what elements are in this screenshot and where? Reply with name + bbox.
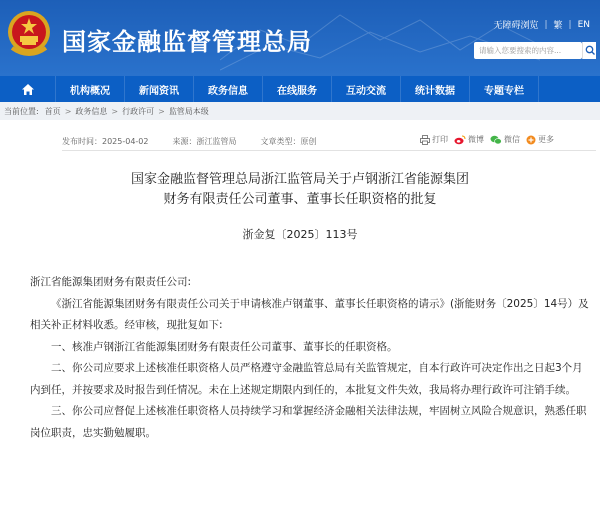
site-title[interactable]: 国家金融监督管理总局 — [62, 28, 312, 56]
body-paragraph: 二、你公司应要求上述核准任职资格人员严格遵守金融监管总局有关监管规定，自本行政许可决定作出之日起3个月内到任，并按要求及时报告到任情况。未在上述规定期限内到任的，本批复文件失效，我局将办理行政许可注销手续。 — [30, 362, 583, 396]
site-header — [0, 0, 600, 76]
article-source: 来源：浙江监管局 — [172, 137, 237, 146]
document-number: 浙金复〔2025〕113号 — [242, 228, 358, 241]
plus-icon — [526, 135, 536, 145]
breadcrumb-separator: > — [111, 106, 119, 116]
breadcrumb — [0, 102, 600, 120]
nav-about[interactable]: 机构概况 — [56, 76, 125, 102]
search-input[interactable]: 请输入您要搜索的内容... — [474, 42, 582, 59]
document-title — [62, 170, 538, 210]
breadcrumb-label: 当前位置: — [4, 106, 39, 116]
print-button[interactable] — [420, 134, 448, 145]
breadcrumb-separator: > — [64, 106, 72, 116]
accessibility-link[interactable]: 无障碍浏览 — [493, 21, 539, 31]
document-title-line2: 财务有限责任公司董事、董事长任职资格的批复 — [163, 192, 437, 207]
publish-time: 发布时间：2025-04-02 — [62, 137, 149, 146]
nav-special-topics[interactable]: 专题专栏 — [470, 76, 539, 102]
search-icon — [583, 42, 597, 59]
share-actions — [420, 134, 560, 145]
nav-home[interactable] — [0, 76, 56, 102]
body-paragraph: 《浙江省能源集团财务有限责任公司关于申请核准卢钢董事、董事长任职资格的请示》(浙能财务〔2025〕14号）及相关补正材料收悉。经审核，现批复如下: — [30, 297, 589, 331]
wechat-icon — [490, 135, 502, 145]
weibo-share-button[interactable] — [454, 134, 484, 145]
weibo-label: 微博 — [468, 135, 484, 144]
breadcrumb-government-info[interactable]: 政务信息 — [75, 106, 108, 116]
document-title-line1: 国家金融监督管理总局浙江监管局关于卢钢浙江省能源集团 — [130, 172, 469, 187]
wechat-label: 微信 — [504, 135, 520, 144]
body-paragraph: 一、核准卢钢浙江省能源集团财务有限责任公司董事、董事长的任职资格。 — [51, 340, 398, 353]
traditional-chinese-link[interactable]: 繁 — [553, 21, 563, 31]
nav-statistics[interactable]: 统计数据 — [401, 76, 470, 102]
nav-interaction[interactable]: 互动交流 — [332, 76, 401, 102]
top-link-separator: | — [568, 19, 572, 30]
more-label: 更多 — [538, 135, 554, 144]
wechat-share-button[interactable] — [490, 134, 520, 145]
nav-online-services[interactable]: 在线服务 — [263, 76, 332, 102]
search-button[interactable] — [582, 42, 596, 59]
document-body — [30, 272, 590, 444]
breadcrumb-separator: > — [158, 106, 165, 116]
nav-government-info[interactable]: 政务信息 — [194, 76, 263, 102]
article-type: 文章类型：原创 — [260, 137, 317, 146]
breadcrumb-home[interactable]: 首页 — [44, 106, 61, 116]
article-meta — [62, 136, 341, 147]
print-icon — [420, 135, 430, 145]
body-paragraph: 三、你公司应督促上述核准任职资格人员持续学习和掌握经济金融相关法律法规，牢固树立风险合规意识，熟悉任职岗位职责，忠实勤勉履职。 — [30, 405, 587, 439]
print-label: 打印 — [432, 135, 448, 144]
nav-news[interactable]: 新闻资讯 — [125, 76, 194, 102]
more-share-button[interactable] — [526, 134, 554, 145]
home-icon — [21, 83, 35, 96]
top-links — [493, 18, 590, 31]
addressee: 浙江省能源集团财务有限责任公司: — [30, 276, 192, 288]
breadcrumb-admin-license[interactable]: 行政许可 — [122, 106, 155, 116]
weibo-icon — [454, 135, 466, 145]
english-link[interactable]: EN — [577, 19, 590, 30]
national-emblem-icon[interactable] — [6, 8, 52, 60]
breadcrumb-bureau-level[interactable]: 监管局本级 — [168, 106, 209, 116]
main-nav — [0, 76, 600, 102]
meta-divider — [62, 150, 596, 151]
top-link-separator: | — [544, 19, 548, 30]
